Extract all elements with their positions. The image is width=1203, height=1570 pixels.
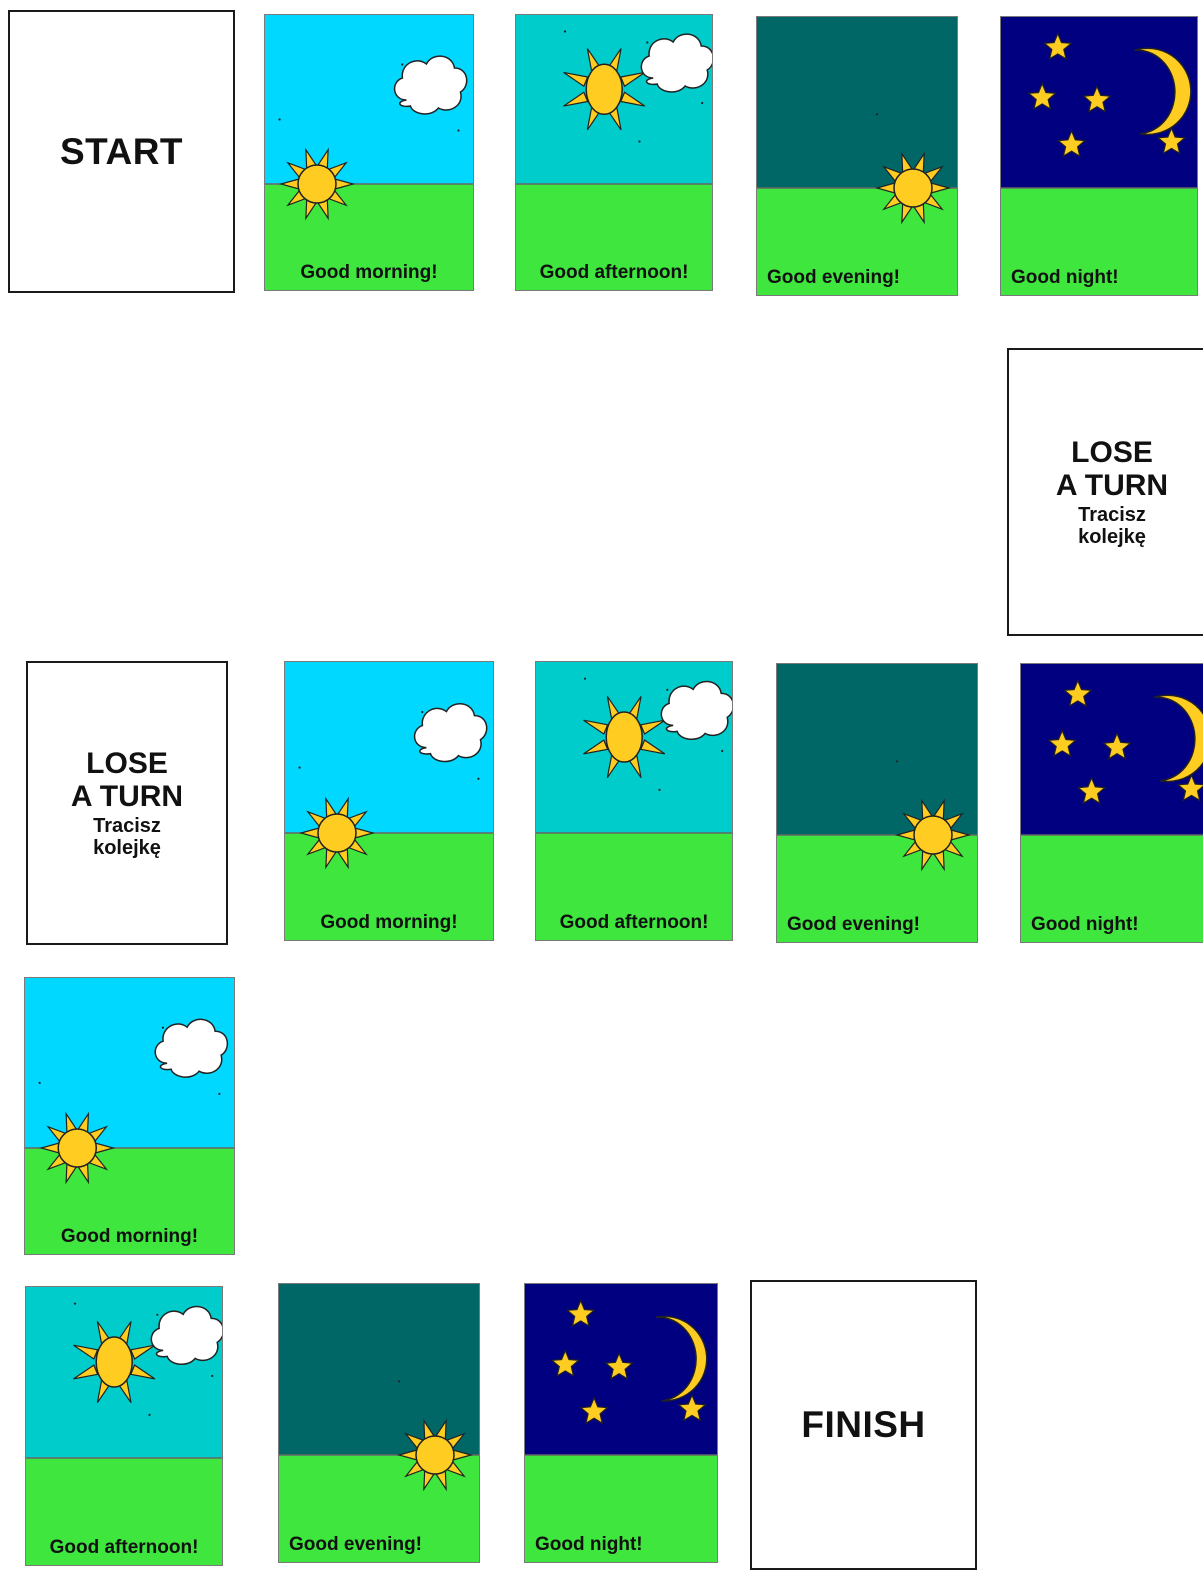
card-afternoon bbox=[535, 661, 733, 941]
card-caption: Good afternoon! bbox=[559, 912, 709, 933]
lose-turn-subtitle: Tracisz kolejkę bbox=[93, 815, 161, 859]
card-illustration bbox=[516, 15, 712, 290]
card-night bbox=[1020, 663, 1203, 943]
card-caption: Good afternoon! bbox=[539, 262, 689, 283]
card-illustration bbox=[265, 15, 473, 290]
card-caption: Good night! bbox=[1011, 267, 1119, 288]
card-caption: Good morning! bbox=[320, 912, 458, 933]
card-caption: Good evening! bbox=[787, 914, 920, 935]
card-illustration bbox=[1021, 664, 1203, 942]
card-afternoon bbox=[25, 1286, 223, 1566]
lose-turn-title: LOSE A TURN bbox=[1055, 436, 1169, 502]
card-illustration bbox=[757, 17, 957, 295]
card-illustration bbox=[279, 1284, 479, 1562]
lose-turn-tile bbox=[1007, 348, 1203, 636]
start-label: START bbox=[59, 130, 184, 172]
sky bbox=[757, 17, 957, 188]
card-illustration bbox=[1001, 17, 1197, 295]
card-illustration bbox=[777, 664, 977, 942]
card-caption: Good evening! bbox=[289, 1534, 422, 1555]
card-caption: Good night! bbox=[535, 1534, 643, 1555]
card-illustration bbox=[26, 1287, 222, 1565]
card-evening bbox=[278, 1283, 480, 1563]
card-illustration bbox=[285, 662, 493, 940]
card-illustration bbox=[525, 1284, 717, 1562]
lose-turn-title: LOSE A TURN bbox=[70, 747, 184, 813]
card-evening bbox=[776, 663, 978, 943]
lose-turn-tile bbox=[26, 661, 228, 945]
card-caption: Good evening! bbox=[767, 267, 900, 288]
card-night bbox=[524, 1283, 718, 1563]
card-caption: Good morning! bbox=[60, 1226, 199, 1247]
finish-label: FINISH bbox=[801, 1404, 926, 1445]
card-morning bbox=[284, 661, 494, 941]
finish-tile bbox=[750, 1280, 977, 1570]
card-morning bbox=[264, 14, 474, 291]
card-illustration bbox=[536, 662, 732, 940]
card-morning bbox=[24, 977, 235, 1255]
start-tile bbox=[8, 10, 235, 293]
sky bbox=[777, 664, 977, 835]
card-illustration bbox=[25, 978, 234, 1254]
card-caption: Good afternoon! bbox=[49, 1537, 199, 1558]
lose-turn-subtitle: Tracisz kolejkę bbox=[1078, 504, 1146, 548]
sky bbox=[279, 1284, 479, 1455]
card-afternoon bbox=[515, 14, 713, 291]
card-night bbox=[1000, 16, 1198, 296]
card-caption: Good morning! bbox=[300, 262, 438, 283]
card-evening bbox=[756, 16, 958, 296]
card-caption: Good night! bbox=[1031, 914, 1139, 935]
